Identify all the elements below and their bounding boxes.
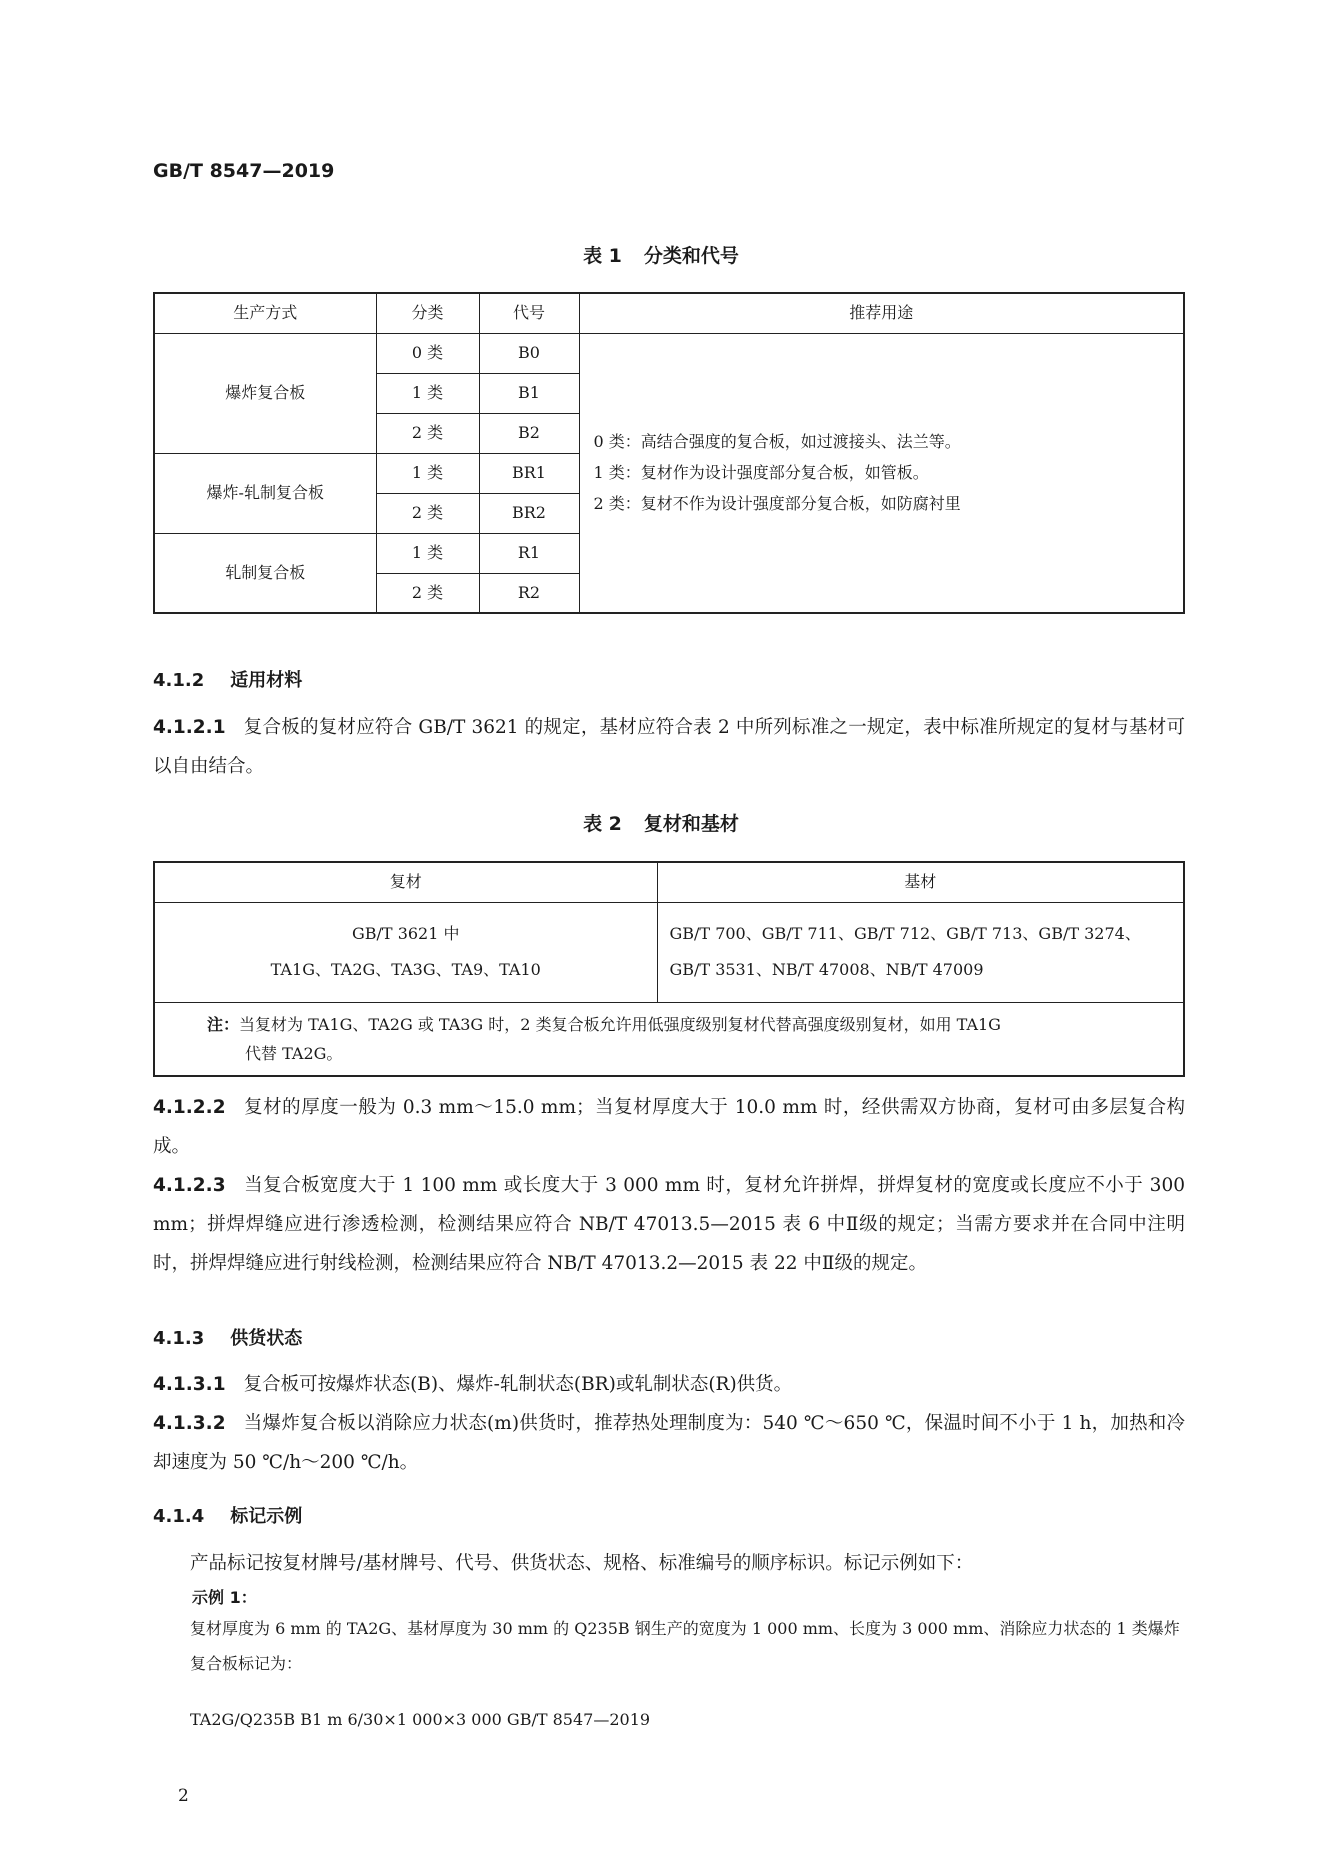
table-note [154, 1002, 1184, 1076]
base-line: GB/T 3531、NB/T 47008、NB/T 47009 [669, 960, 984, 979]
clad-base-material-table [153, 861, 1185, 1077]
note-text: 当复材为 TA1G、TA2G 或 TA3G 时，2 类复合板允许用低强度级别复材代替高强度级别复材，如用 TA1G [239, 1014, 1001, 1034]
section-heading-4-1-2 [153, 666, 302, 692]
code-cell: R1 [479, 533, 579, 573]
clause-text: 复材的厚度一般为 0.3 mm～15.0 mm；当复材厚度大于 10.0 mm 时，经供需双方协商，复材可由多层复合构成。 [153, 1097, 1185, 1157]
class-cell: 1 类 [376, 373, 479, 413]
section-title: 供货状态 [230, 1328, 303, 1349]
clause-text: 复合板的复材应符合 GB/T 3621 的规定，基材应符合表 2 中所列标准之一规定，表中标准所规定的复材与基材可以自由结合。 [153, 717, 1185, 777]
clause-text: 当复合板宽度大于 1 100 mm 或长度大于 3 000 mm 时，复材允许拼焊，拼焊复材的宽度或长度应不小于 300 mm；拼焊焊缝应进行渗透检测，检测结果应符合 NB/T 47013.5—2015 表 6 中Ⅱ级的规定；当需方要求并在合同中注明时，拼焊焊缝应进行射线检测，检测结果应符合 NB/T 47013.2—2015 表 22 中Ⅱ级的规定。 [153, 1175, 1185, 1274]
table2-caption [0, 809, 1322, 836]
standard-number: GB/T 8547—2019 [153, 160, 335, 182]
code-cell: BR1 [479, 453, 579, 493]
table1-caption [0, 241, 1322, 268]
code-cell: B2 [479, 413, 579, 453]
base-line: GB/T 700、GB/T 711、GB/T 712、GB/T 713、GB/T 3274、 [669, 924, 1141, 943]
section-number: 4.1.2 [153, 670, 205, 691]
header-cell: 生产方式 [154, 293, 376, 333]
marking-intro: 产品标记按复材牌号/基材牌号、代号、供货状态、规格、标准编号的顺序标识。标记示例如下： [190, 1553, 974, 1574]
section-heading-4-1-3 [153, 1324, 302, 1350]
table-row [154, 333, 1184, 373]
class-cell: 2 类 [376, 573, 479, 613]
clause-number: 4.1.3.1 [153, 1374, 226, 1395]
table-note-row [154, 1002, 1184, 1076]
recommended-use-cell [579, 333, 1184, 613]
clause-number: 4.1.3.2 [153, 1413, 226, 1434]
clause-number: 4.1.2.3 [153, 1175, 226, 1196]
section-number: 4.1.3 [153, 1328, 205, 1349]
base-material-cell [657, 902, 1184, 1002]
table2-title: 复材和基材 [643, 813, 739, 835]
section-number: 4.1.4 [153, 1506, 205, 1527]
section-title: 标记示例 [230, 1506, 303, 1527]
use-line: 0 类：高结合强度的复合板，如过渡接头、法兰等。 [593, 432, 961, 452]
paragraph-4-1-2-1 [153, 708, 1185, 786]
paragraph-4-1-3-1 [153, 1365, 1185, 1404]
header-cell: 基材 [657, 862, 1184, 902]
table-row [154, 902, 1184, 1002]
method-cell: 轧制复合板 [154, 533, 376, 613]
header-cell: 推荐用途 [579, 293, 1184, 333]
table-header-row [154, 862, 1184, 902]
example-mark: TA2G/Q235B B1 m 6/30×1 000×3 000 GB/T 8547—2019 [190, 1710, 651, 1729]
paragraph-4-1-2-3 [153, 1166, 1185, 1283]
use-line: 2 类：复材不作为设计强度部分复合板，如防腐衬里 [593, 494, 961, 514]
method-cell: 爆炸复合板 [154, 333, 376, 453]
clause-text: 复合板可按爆炸状态(B)、爆炸-轧制状态(BR)或轧制状态(R)供货。 [243, 1374, 793, 1395]
table1-label: 表 1 [583, 245, 622, 267]
table2-label: 表 2 [583, 813, 622, 835]
header-cell: 复材 [154, 862, 657, 902]
code-cell: B0 [479, 333, 579, 373]
note-label: 注： [207, 1014, 240, 1034]
example-label: 示例 1： [192, 1588, 257, 1607]
clause-text: 当爆炸复合板以消除应力状态(m)供货时，推荐热处理制度为：540 ℃～650 ℃，保温时间不小于 1 h，加热和冷却速度为 50 ℃/h～200 ℃/h。 [153, 1413, 1185, 1473]
table-header-row [154, 293, 1184, 333]
class-cell: 1 类 [376, 533, 479, 573]
table1-title: 分类和代号 [643, 245, 739, 267]
header-cell: 分类 [376, 293, 479, 333]
clad-material-cell [154, 902, 657, 1002]
clad-line: TA1G、TA2G、TA3G、TA9、TA10 [270, 960, 541, 979]
code-cell: BR2 [479, 493, 579, 533]
clause-number: 4.1.2.1 [153, 717, 226, 738]
paragraph-4-1-3-2 [153, 1404, 1185, 1482]
class-cell: 0 类 [376, 333, 479, 373]
clad-line: GB/T 3621 中 [352, 924, 460, 943]
code-cell: R2 [479, 573, 579, 613]
page-number: 2 [178, 1786, 189, 1806]
note-text-continued: 代替 TA2G。 [245, 1043, 343, 1063]
example-text: 复材厚度为 6 mm 的 TA2G、基材厚度为 30 mm 的 Q235B 钢生产的宽度为 1 000 mm、长度为 3 000 mm、消除应力状态的 1 类爆炸复合板标记为： [190, 1619, 1180, 1673]
example-description [190, 1611, 1185, 1681]
paragraph-4-1-2-2 [153, 1088, 1185, 1166]
section-title: 适用材料 [230, 670, 303, 691]
class-cell: 1 类 [376, 453, 479, 493]
class-cell: 2 类 [376, 493, 479, 533]
use-line: 1 类：复材作为设计强度部分复合板，如管板。 [593, 463, 929, 483]
class-cell: 2 类 [376, 413, 479, 453]
code-cell: B1 [479, 373, 579, 413]
section-heading-4-1-4 [153, 1502, 302, 1528]
classification-table [153, 292, 1185, 614]
method-cell: 爆炸-轧制复合板 [154, 453, 376, 533]
header-cell: 代号 [479, 293, 579, 333]
clause-number: 4.1.2.2 [153, 1097, 226, 1118]
